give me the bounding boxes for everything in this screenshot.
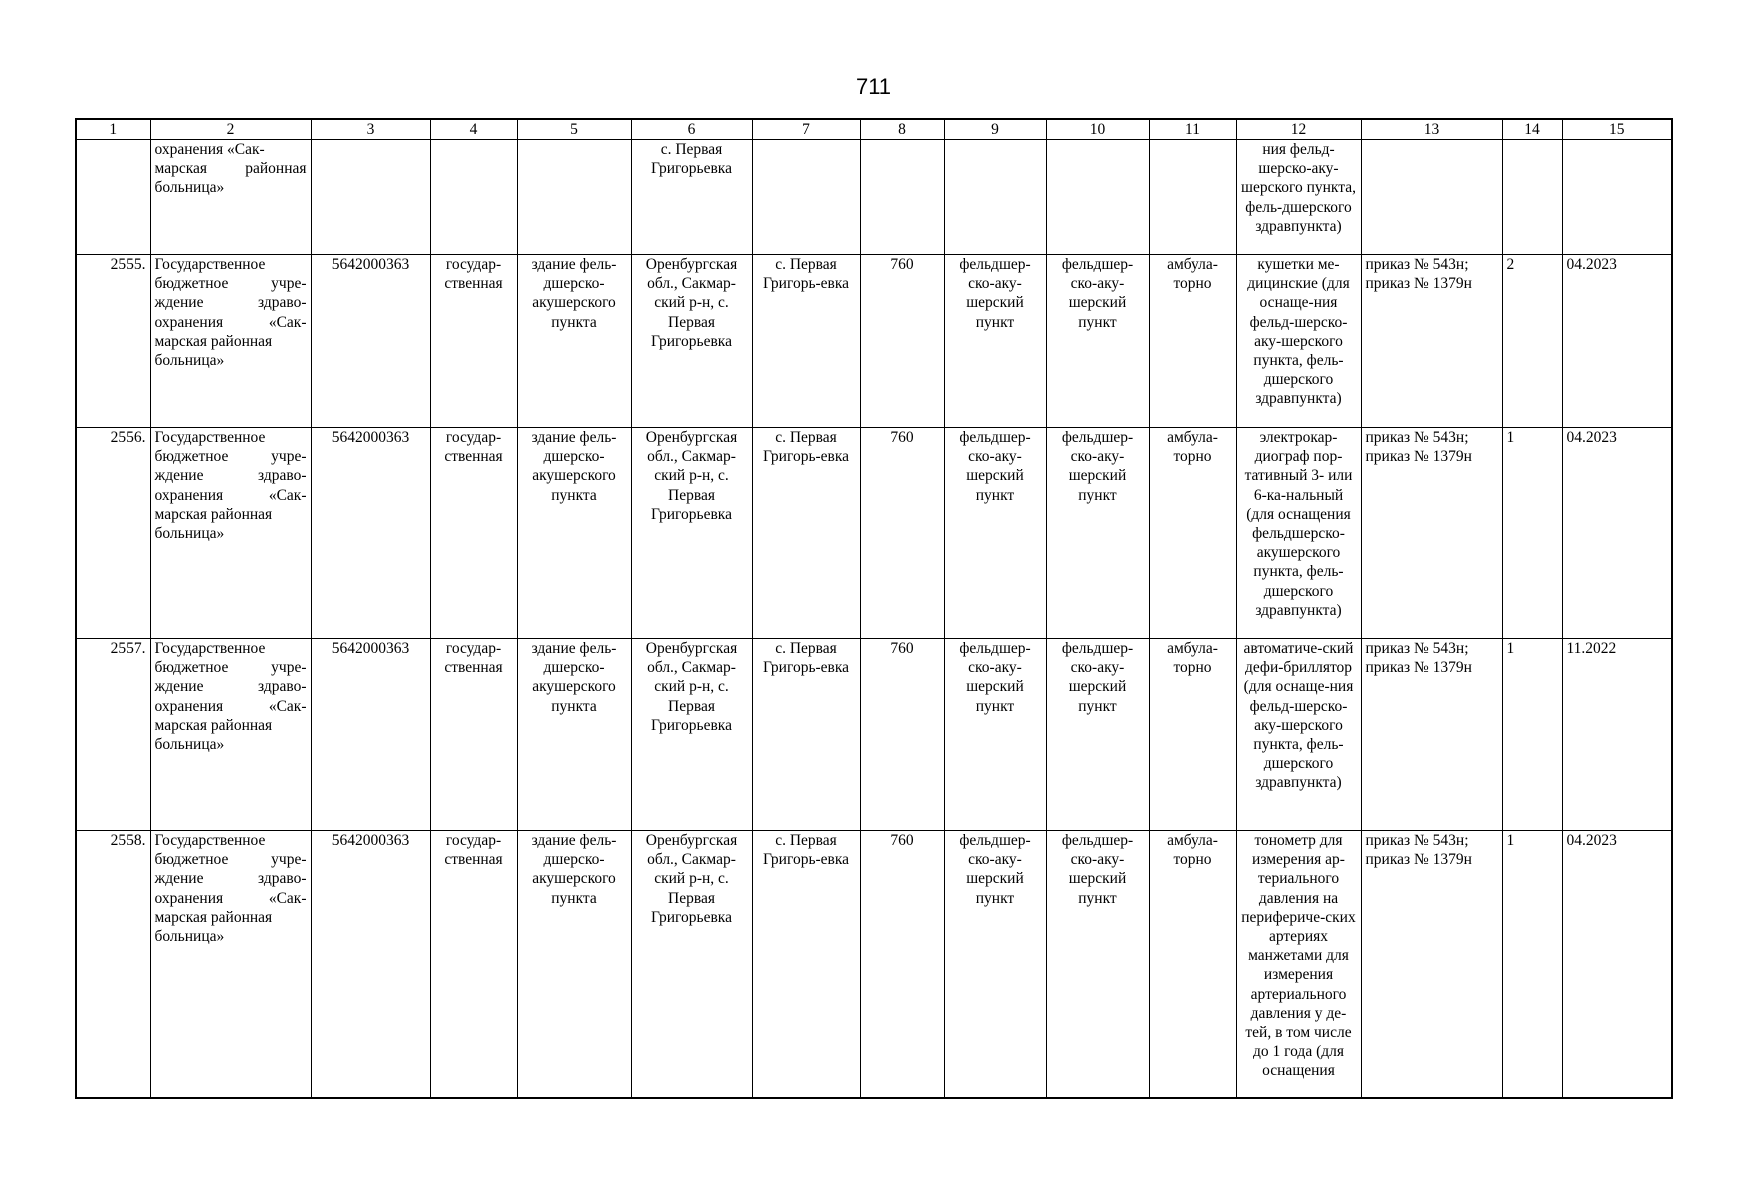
cell-equipment: кушетки ме-дицинские (для оснаще-ния фельд-шерско-аку-шерского пункта, фель-дшерского здравпункта) [1236, 255, 1361, 428]
cell-line: марская районная [154, 505, 273, 523]
cell-organization [150, 255, 311, 428]
cell-line: охранения «Сак- [154, 313, 307, 331]
cell-ownership: государ-ственная [430, 831, 517, 1098]
column-header: 2 [150, 119, 311, 140]
cell-line: марская районная [154, 716, 273, 734]
cell-address: Оренбургская обл., Сакмар-ский р-н, с. Первая Григорьевка [631, 831, 752, 1098]
cell-settlement: с. Первая Григорь-евка [752, 639, 860, 831]
cell-equipment: ния фельд-шерско-аку-шерского пункта, фель-дшерского здравпункта) [1236, 140, 1361, 255]
cell-line: больница» [154, 525, 225, 543]
cell-row-number: 2555. [76, 255, 150, 428]
cell-row-number: 2557. [76, 639, 150, 831]
table-row [76, 255, 1672, 428]
cell-facility-type: фельдшер-ско-аку-шерский пункт [944, 428, 1046, 639]
cell-orders: приказ № 543н; приказ № 1379н [1361, 255, 1502, 428]
cell-orders: приказ № 543н; приказ № 1379н [1361, 428, 1502, 639]
cell-empty [430, 140, 517, 255]
cell-care-type: амбула-торно [1149, 428, 1236, 639]
cell-empty [1149, 140, 1236, 255]
cell-line: больница» [154, 928, 225, 946]
cell-line: охранения «Сак- [154, 697, 307, 715]
cell-care-type: амбула-торно [1149, 831, 1236, 1098]
page-number: 711 [855, 74, 892, 99]
cell-building: здание фель-дшерско-акушерского пункта [517, 639, 631, 831]
cell-line: марская районная [154, 908, 273, 926]
cell-line: ждение здраво- [154, 678, 307, 696]
cell-line: охранения «Сак- [154, 889, 307, 907]
cell-line: охранения «Сак- [154, 141, 265, 158]
column-header: 15 [1562, 119, 1672, 140]
cell-inn: 5642000363 [311, 428, 430, 639]
cell-settlement: с. Первая Григорь-евка [752, 831, 860, 1098]
cell-code: 760 [860, 639, 944, 831]
cell-ownership: государ-ственная [430, 428, 517, 639]
cell-inn: 5642000363 [311, 255, 430, 428]
cell-building: здание фель-дшерско-акушерского пункта [517, 255, 631, 428]
cell-line: марская районная [154, 332, 273, 350]
cell-empty [76, 140, 150, 255]
cell-unit: фельдшер-ско-аку-шерский пункт [1046, 428, 1149, 639]
column-header: 11 [1149, 119, 1236, 140]
column-header: 7 [752, 119, 860, 140]
cell-line: Государственное [154, 832, 266, 849]
cell-line: Государственное [154, 640, 266, 657]
cell-empty [517, 140, 631, 255]
column-number-row [76, 119, 1672, 140]
cell-care-type: амбула-торно [1149, 639, 1236, 831]
cell-quantity: 1 [1502, 831, 1562, 1098]
column-header: 1 [76, 119, 150, 140]
cell-unit: фельдшер-ско-аку-шерский пункт [1046, 639, 1149, 831]
cell-orders: приказ № 543н; приказ № 1379н [1361, 639, 1502, 831]
cell-line: марская районная [154, 160, 307, 178]
cell-address: Оренбургская обл., Сакмар-ский р-н, с. Первая Григорьевка [631, 255, 752, 428]
column-header: 13 [1361, 119, 1502, 140]
cell-code: 760 [860, 428, 944, 639]
cell-building: здание фель-дшерско-акушерского пункта [517, 831, 631, 1098]
column-header: 4 [430, 119, 517, 140]
cell-ownership: государ-ственная [430, 255, 517, 428]
column-header: 14 [1502, 119, 1562, 140]
cell-quantity: 2 [1502, 255, 1562, 428]
cell-row-number: 2558. [76, 831, 150, 1098]
cell-organization [150, 428, 311, 639]
cell-code: 760 [860, 831, 944, 1098]
cell-date: 04.2023 [1562, 255, 1672, 428]
cell-care-type: амбула-торно [1149, 255, 1236, 428]
column-header: 10 [1046, 119, 1149, 140]
cell-empty [1046, 140, 1149, 255]
cell-line: больница» [154, 736, 225, 754]
cell-empty [311, 140, 430, 255]
table-row [76, 831, 1672, 1098]
cell-date: 04.2023 [1562, 428, 1672, 639]
cell-facility-type: фельдшер-ско-аку-шерский пункт [944, 639, 1046, 831]
cell-line: охранения «Сак- [154, 486, 307, 504]
column-header: 5 [517, 119, 631, 140]
cell-settlement: с. Первая Григорь-евка [752, 428, 860, 639]
cell-inn: 5642000363 [311, 831, 430, 1098]
cell-address: Оренбургская обл., Сакмар-ский р-н, с. Первая Григорьевка [631, 428, 752, 639]
cell-line: Государственное [154, 256, 266, 273]
cell-line: бюджетное учре- [154, 659, 307, 677]
cell-line: бюджетное учре- [154, 448, 307, 466]
cell-empty [860, 140, 944, 255]
cell-address: с. Первая Григорьевка [631, 140, 752, 255]
cell-empty [1361, 140, 1502, 255]
continuation-row [76, 140, 1672, 255]
cell-ownership: государ-ственная [430, 639, 517, 831]
column-header: 12 [1236, 119, 1361, 140]
cell-quantity: 1 [1502, 428, 1562, 639]
column-header: 6 [631, 119, 752, 140]
cell-equipment: тонометр для измерения ар-териального давления на перифериче-ских артериях манжетами для измерения артериального давления у де-тей, в том числе до 1 года (для оснащения [1236, 831, 1361, 1098]
cell-empty [1562, 140, 1672, 255]
cell-organization [150, 140, 311, 255]
cell-line: бюджетное учре- [154, 275, 307, 293]
column-header: 9 [944, 119, 1046, 140]
registry-table [75, 118, 1673, 1099]
cell-empty [752, 140, 860, 255]
column-header: 3 [311, 119, 430, 140]
table-row [76, 428, 1672, 639]
cell-settlement: с. Первая Григорь-евка [752, 255, 860, 428]
cell-line: бюджетное учре- [154, 851, 307, 869]
cell-line: больница» [154, 179, 225, 197]
cell-equipment: электрокар-диограф пор-тативный 3- или 6-ка-нальный (для оснащения фельдшерско-акушерского пункта, фель-дшерского здравпункта) [1236, 428, 1361, 639]
cell-line: ждение здраво- [154, 294, 307, 312]
cell-line: Государственное [154, 429, 266, 446]
table-row [76, 639, 1672, 831]
cell-address: Оренбургская обл., Сакмар-ский р-н, с. Первая Григорьевка [631, 639, 752, 831]
cell-organization [150, 831, 311, 1098]
cell-date: 04.2023 [1562, 831, 1672, 1098]
cell-building: здание фель-дшерско-акушерского пункта [517, 428, 631, 639]
cell-unit: фельдшер-ско-аку-шерский пункт [1046, 255, 1149, 428]
cell-date: 11.2022 [1562, 639, 1672, 831]
cell-empty [1502, 140, 1562, 255]
cell-organization [150, 639, 311, 831]
cell-facility-type: фельдшер-ско-аку-шерский пункт [944, 831, 1046, 1098]
cell-inn: 5642000363 [311, 639, 430, 831]
cell-line: ждение здраво- [154, 467, 307, 485]
cell-line: ждение здраво- [154, 870, 307, 888]
cell-line: больница» [154, 352, 225, 370]
column-header: 8 [860, 119, 944, 140]
cell-quantity: 1 [1502, 639, 1562, 831]
cell-facility-type: фельдшер-ско-аку-шерский пункт [944, 255, 1046, 428]
cell-unit: фельдшер-ско-аку-шерский пункт [1046, 831, 1149, 1098]
cell-row-number: 2556. [76, 428, 150, 639]
cell-code: 760 [860, 255, 944, 428]
cell-empty [944, 140, 1046, 255]
cell-orders: приказ № 543н; приказ № 1379н [1361, 831, 1502, 1098]
cell-equipment: автоматиче-ский дефи-бриллятор (для оснаще-ния фельд-шерско-аку-шерского пункта, фель-дшерского здравпункта) [1236, 639, 1361, 831]
